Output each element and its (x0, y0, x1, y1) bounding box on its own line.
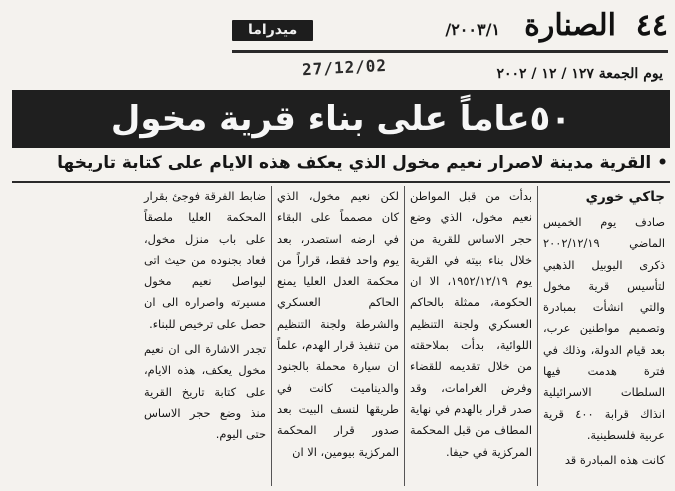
byline: جاكي خوري (585, 189, 665, 205)
article-column-2 (404, 186, 537, 486)
headline-banner (12, 90, 670, 148)
article-column-4 (139, 186, 271, 486)
paragraph: تجدر الاشارة الى ان نعيم مخول يعكف، هذه الايام، على كتابة تاريخ القرية منذ وضع حجر الاساس حتى اليوم. (144, 342, 266, 442)
handwritten-date: 27/12/02 (301, 55, 388, 80)
section-label: ميدراما (232, 20, 313, 41)
masthead (232, 8, 668, 48)
newspaper-name: الصنارة (524, 8, 616, 43)
issue-date: ٢٠٠٣/١/ (445, 20, 500, 39)
paragraph: لكن نعيم مخول، الذي كان مصمماً على البقاء في ارضه استصدر، بعد يوم واحد فقط، قراراً من محكمة العدل العليا يمنع الحاكم العسكري والشرطة ولجنة التنظيم من تنفيذ قرار الهدم، علماً ان سيارة محملة بالجنود والديناميت كانت في طريقها لنسف البيت بعد صدور قرار المحكمة المركزية بيومين، الا ان (277, 189, 399, 459)
masthead-rule (232, 50, 668, 53)
article-column-1 (537, 186, 670, 486)
day-date-line: يوم الجمعة ١٢٧ / ١٢ / ٢٠٠٢ (496, 66, 663, 82)
subheadline: • القرية مدينة لاصرار نعيم مخول الذي يعكف هذه الايام على كتابة تاريخها (57, 153, 668, 173)
paragraph: ضابط الفرقة فوجئ بقرار المحكمة العليا ملصقاً على باب منزل مخول، فعاد بجنوده من حيث اتى ليواصل نعيم مخول مسيرته واصراره الى ان حصل على ترخيص للبناء. (144, 189, 266, 331)
paragraph: كانت هذه المبادرة قد (564, 453, 665, 468)
article-column-3 (271, 186, 404, 486)
subheadline-rule (12, 181, 670, 183)
paragraph: صادف يوم الخميس الماضي ٢٠٠٢/١٢/١٩ ذكرى اليوبيل الذهبي لتأسيس قرية مخول والتي انشأت بمبادرة وتصميم مواطنين عرب، بعد قيام الدولة، وذلك في فترة هدمت فيها السلطات الاسرائيلية انذاك قرابة ٤٠٠ قرية عربية فلسطينية. (543, 215, 665, 442)
page-number: ٤٤ (635, 8, 668, 43)
paragraph: بدأت من قبل المواطن نعيم مخول، الذي وضع حجر الاساس للقرية من خلال بناء بيته في القرية يوم ١٩٥٢/١٢/١٩، الا ان الحكومة، ممثلة بالحاكم العسكري ولجنة التنظيم اللوائية، بدأت بملاحقته من خلال تقديمه للقضاء وفرض الغرامات، وقد صدر قرار بالهدم في نهاية المطاف من قبل المحكمة المركزية في حيفا. (410, 189, 533, 459)
article-columns (12, 186, 670, 486)
headline: ٥٠عاماً على بناء قرية مخول (110, 99, 572, 139)
